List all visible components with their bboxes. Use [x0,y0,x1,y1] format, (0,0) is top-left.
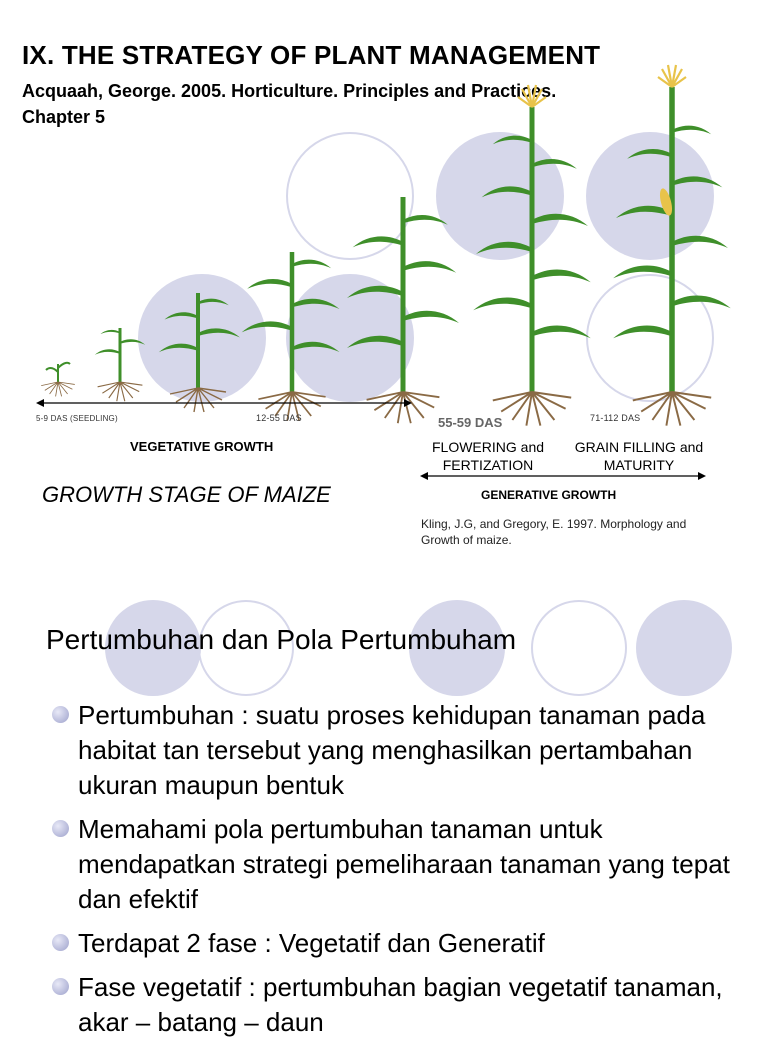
bullet-item [50,812,750,917]
plant-flowering [473,85,591,426]
vegetative-growth-label: VEGETATIVE GROWTH [130,439,274,454]
bullet-text: Terdapat 2 fase : Vegetatif dan Generatif [78,928,545,958]
vegetative-arrow [36,399,412,407]
decor-circle-filled [636,600,732,696]
plant-young-2 [242,252,340,421]
figure-caption: GROWTH STAGE OF MAIZE [42,482,331,507]
bullet-icon [52,706,69,723]
bullet-icon [52,820,69,837]
bullet-item [50,970,750,1040]
grain-filling-label-line-1: GRAIN FILLING and [574,439,704,455]
flowering-label-line-2: FERTIZATION [442,457,534,473]
flowering-label-line-1: FLOWERING and [431,439,545,455]
reference-line-2: Chapter 5 [22,107,106,127]
plant-seedling-2 [95,328,145,401]
bullet-icon [52,934,69,951]
figure-citation-line-2: Growth of maize. [421,533,512,547]
grain-filling-label-line-2: MATURITY [603,457,675,473]
slide-title: IX. THE STRATEGY OF PLANT MANAGEMENT [22,40,601,70]
figure-citation [421,516,721,548]
grain-filling-label [566,438,712,474]
bullet-text: Fase vegetatif : pertumbuhan bagian vegetatif tanaman, akar – batang – daun [78,972,723,1037]
plant-vegetative-late [347,197,459,423]
bullet-text: Pertumbuhan : suatu proses kehidupan tanaman pada habitat tan tersebut yang menghasilkan pertambahan ukuran maupun bentuk [78,700,706,800]
flowering-label [420,438,556,474]
decor-circle-outline [531,600,627,696]
figure-citation-line-1: Kling, J.G, and Gregory, E. 1997. Morphology and [421,517,687,531]
bullet-text: Memahami pola pertumbuhan tanaman untuk mendapatkan strategi pemeliharaan tanaman yang tepat dan efektif [78,814,730,914]
bullet-list [50,698,750,1049]
bullet-icon [52,978,69,995]
plant-maturity [613,65,731,426]
stage-label-flowering-das: 55-59 DAS [438,415,503,430]
generative-growth-label: GENERATIVE GROWTH [481,488,617,502]
bullet-item [50,926,750,961]
stage-label-seedling: 5-9 DAS (SEEDLING) [36,414,118,423]
stage-label-vegetative-das: 12-55 DAS [256,413,302,423]
plant-seedling-1 [41,363,75,397]
reference-line-1: Acquaah, George. 2005. Horticulture. Principles and Practices. [22,81,557,101]
section-heading: Pertumbuhan dan Pola Pertumbuham [46,624,517,655]
stage-label-maturity-das: 71-112 DAS [590,413,641,423]
bullet-item [50,698,750,803]
plant-young-1 [159,293,240,412]
